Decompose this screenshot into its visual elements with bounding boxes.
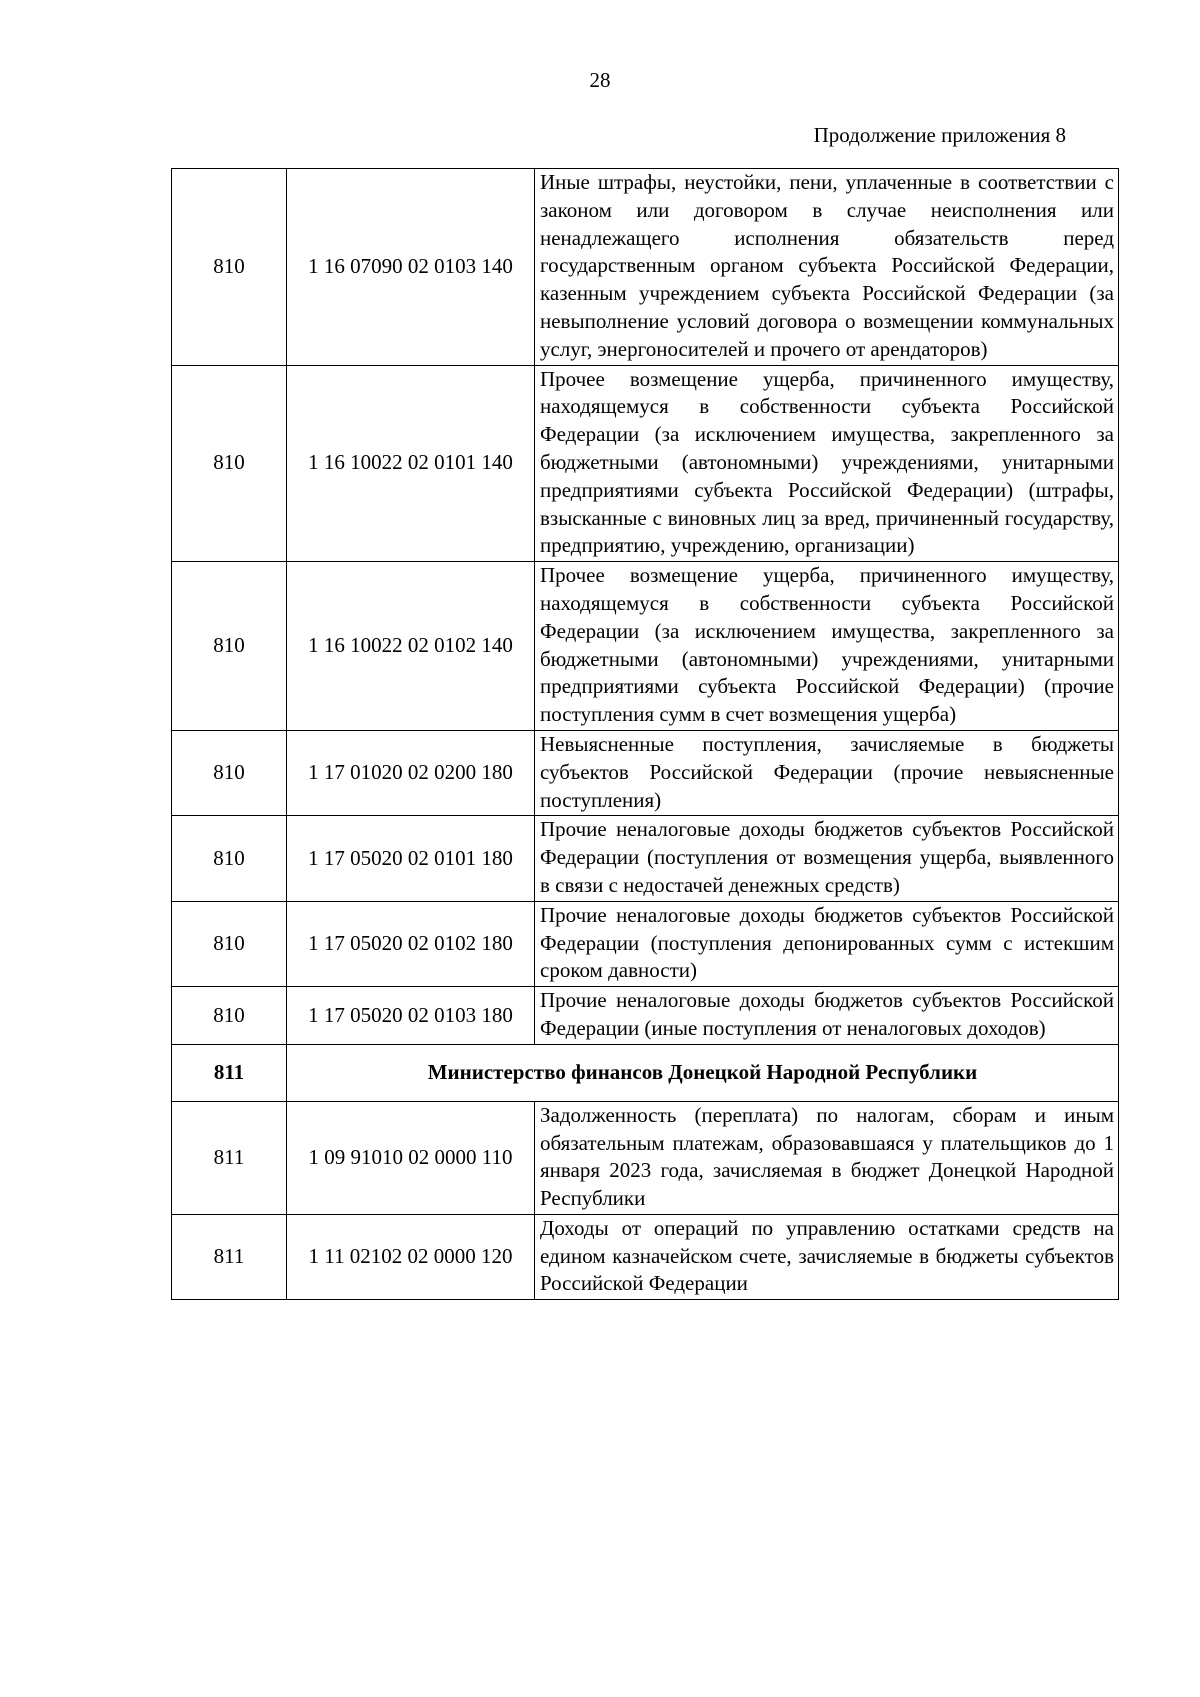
- table-row: [172, 987, 1119, 1045]
- budget-classification-code-cell: 1 09 91010 02 0000 110: [287, 1101, 535, 1214]
- admin-code-cell: 810: [172, 816, 287, 901]
- budget-classification-code-cell: 1 16 10022 02 0102 140: [287, 562, 535, 731]
- revenue-name-cell: Прочее возмещение ущерба, причиненного имуществу, находящемуся в собственности субъекта Российской Федерации (за исключением имущества, закрепленного за бюджетными (автономными) учреждениями, унитарными предприятиями субъекта Российской Федерации) (штрафы, взысканные с виновных лиц за вред, причиненный государству, предприятию, учреждению, организации): [535, 365, 1119, 562]
- table-row: [172, 901, 1119, 986]
- table-row: [172, 730, 1119, 815]
- page-number: 28: [589, 68, 611, 92]
- revenue-name-cell: Прочие неналоговые доходы бюджетов субъектов Российской Федерации (поступления депонированных сумм с истекшим сроком давности): [535, 901, 1119, 986]
- section-admin-code: 811: [172, 1044, 287, 1101]
- table-row: [172, 1214, 1119, 1299]
- revenue-name-cell: Прочее возмещение ущерба, причиненного имуществу, находящемуся в собственности субъекта Российской Федерации (за исключением имущества, закрепленного за бюджетными (автономными) учреждениями, унитарными предприятиями субъекта Российской Федерации) (прочие поступления сумм в счет возмещения ущерба): [535, 562, 1119, 731]
- section-header-row: [172, 1044, 1119, 1101]
- table-row: [172, 816, 1119, 901]
- budget-classification-code-cell: 1 17 05020 02 0103 180: [287, 987, 535, 1045]
- revenue-name-cell: Иные штрафы, неустойки, пени, уплаченные в соответствии с законом или договором в случае неисполнения или ненадлежащего исполнения обязательств перед государственным органом субъекта Российской Федерации, казенным учреждением субъекта Российской Федерации (за невыполнение условий договора о возмещении коммунальных услуг, энергоносителей и прочего от арендаторов): [535, 169, 1119, 366]
- admin-code-cell: 810: [172, 562, 287, 731]
- revenue-name-cell: Прочие неналоговые доходы бюджетов субъектов Российской Федерации (поступления от возмещения ущерба, выявленного в связи с недостачей денежных средств): [535, 816, 1119, 901]
- admin-code-cell: 810: [172, 987, 287, 1045]
- admin-code-cell: 811: [172, 1101, 287, 1214]
- revenue-name-cell: Невыясненные поступления, зачисляемые в бюджеты субъектов Российской Федерации (прочие невыясненные поступления): [535, 730, 1119, 815]
- table-row: [172, 365, 1119, 562]
- revenue-name-cell: Прочие неналоговые доходы бюджетов субъектов Российской Федерации (иные поступления от неналоговых доходов): [535, 987, 1119, 1045]
- budget-classification-code-cell: 1 16 07090 02 0103 140: [287, 169, 535, 366]
- table-row: [172, 562, 1119, 731]
- appendix-continuation-note: Продолжение приложения 8: [813, 123, 1066, 147]
- budget-classification-code-cell: 1 16 10022 02 0101 140: [287, 365, 535, 562]
- admin-code-cell: 810: [172, 901, 287, 986]
- revenue-name-cell: Задолженность (переплата) по налогам, сборам и иным обязательным платежам, образовавшаяся у плательщиков до 1 января 2023 года, зачисляемая в бюджет Донецкой Народной Республики: [535, 1101, 1119, 1214]
- budget-classification-code-cell: 1 17 05020 02 0101 180: [287, 816, 535, 901]
- admin-code-cell: 810: [172, 169, 287, 366]
- admin-code-cell: 811: [172, 1214, 287, 1299]
- admin-code-cell: 810: [172, 730, 287, 815]
- revenue-name-cell: Доходы от операций по управлению остатками средств на едином казначейском счете, зачисляемые в бюджеты субъектов Российской Федерации: [535, 1214, 1119, 1299]
- budget-classification-code-cell: 1 11 02102 02 0000 120: [287, 1214, 535, 1299]
- budget-classification-code-cell: 1 17 01020 02 0200 180: [287, 730, 535, 815]
- table-row: [172, 169, 1119, 366]
- revenue-codes-table: [171, 168, 1119, 1300]
- admin-code-cell: 810: [172, 365, 287, 562]
- section-title: Министерство финансов Донецкой Народной Республики: [287, 1044, 1119, 1101]
- budget-classification-code-cell: 1 17 05020 02 0102 180: [287, 901, 535, 986]
- table-row: [172, 1101, 1119, 1214]
